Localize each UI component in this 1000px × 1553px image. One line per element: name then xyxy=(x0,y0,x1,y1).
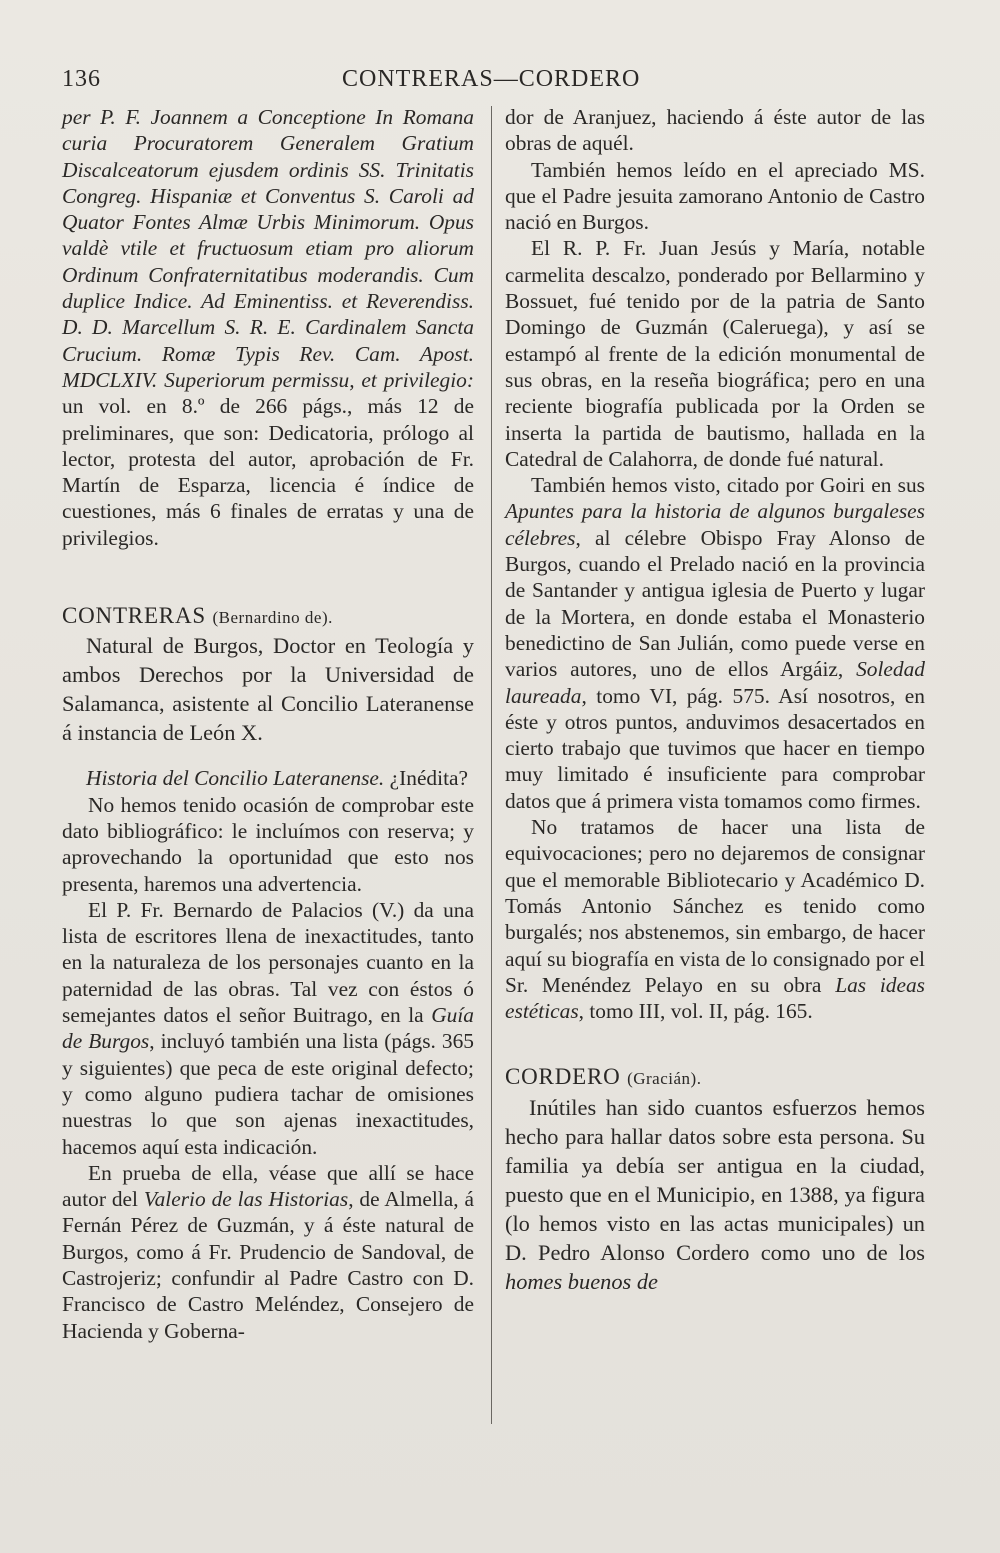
paragraph-text: , incluyó también una lista (págs. 365 y siguientes) que peca de este original defecto; y como alguno pudiera tachar de omisiones nuestras lo que son ajenas inexactitudes, hacemos aquí esta indicación. xyxy=(62,1029,475,1159)
citation-details-text: un vol. en 8.º de 266 págs., más 12 de preliminares, que son: Dedicatoria, prólogo al lector, protesta del autor, aprobación de Fr. Martín de Esparza, licencia é índice de cuestiones, más 6 finales de erratas y una de privilegios. xyxy=(62,394,474,550)
left-column xyxy=(62,104,474,1344)
entry-heading-contreras xyxy=(62,603,474,631)
entry-intro-contreras: Natural de Burgos, Doctor en Teología y ambos Derechos por la Universidad de Salamanca, asistente al Concilio Lateranense á instancia de León X. xyxy=(62,633,474,746)
italic-title: Soledad laureada xyxy=(505,657,925,708)
body-paragraph: El R. P. Fr. Juan Jesús y María, notable carmelita descalzo, ponderado por Bellarmino y Bossuet, fué tenido por de la patria de Santo Domingo de Guzmán (Caleruega), y así se estampó al frente de la edición monumental de sus obras, en la reseña biográfica; pero en una reciente biografía publicada por la Orden se inserta la partida de bautismo, hallada en la Catedral de Calahorra, de donde fué natural. xyxy=(505,236,925,471)
work-title-line xyxy=(62,765,474,791)
page-header xyxy=(62,66,940,98)
running-title: CONTRERAS—CORDERO xyxy=(342,66,641,92)
heading-surname: CORDERO xyxy=(505,1064,621,1090)
heading-given-name: (Bernardino de). xyxy=(212,608,333,628)
body-paragraph xyxy=(62,897,474,1160)
paragraph-text: Inútiles han sido cuantos esfuerzos hemos hecho para hallar datos sobre esta persona. Su familia ya debía ser antigua en la ciudad, puesto que en el Municipio, en 1388, ya figura (lo hemos visto en las actas municipales) un D. Pedro Alonso Cordero como uno de los xyxy=(505,1094,925,1265)
entry-intro-cordero xyxy=(505,1093,925,1296)
body-paragraph xyxy=(505,472,925,814)
paragraph-text: No tratamos de hacer una lista de equivocaciones; pero no dejaremos de consignar que el memorable Bibliotecario y Académico D. Tomás Antonio Sánchez es tenido como burgalés; nos abstenemos, sin embargo, de hacer aquí su biografía en vista de lo consignado por el Sr. Menéndez Pelayo en su obra xyxy=(505,815,925,997)
paragraph-text: El P. Fr. Bernardo de Palacios (V.) da una lista de escritores llena de inexactitudes, tanto en la naturaleza de los personajes cuanto en la paternidad de las obras. Tal vez con éstos ó semejantes datos el señor Buitrago, en la xyxy=(62,897,474,1028)
paragraph-text: En prueba de ella, véase que allí se hace autor del xyxy=(62,1160,474,1212)
heading-surname: CONTRERAS xyxy=(62,603,206,629)
paragraph-text: , de Almella, á Fernán Pérez de Guzmán, y á éste natural de Burgos, como á Fr. Prudencio de Sandoval, de Castrojeriz; confundir al Padre Castro con D. Francisco de Castro Meléndez, Consejero de Hacienda y Goberna- xyxy=(62,1187,474,1343)
body-paragraph: No hemos tenido ocasión de comprobar este dato bibliográfico: le incluímos con reserva; y aprovechando la oportunidad que esto nos presenta, haremos una advertencia. xyxy=(62,792,474,896)
italic-title: Las ideas estéticas xyxy=(505,972,926,1024)
italic-phrase: homes buenos de xyxy=(505,1268,658,1294)
body-paragraph: dor de Aranjuez, haciendo á éste autor de las obras de aquél. xyxy=(505,105,925,156)
italic-title: Valerio de las Historias xyxy=(143,1187,349,1212)
italic-title: Guía de Burgos xyxy=(62,1003,474,1054)
page-number: 136 xyxy=(62,66,101,92)
right-column xyxy=(505,104,925,1296)
work-title: Historia del Concilio Lateranense. xyxy=(86,766,385,791)
paragraph-text: , al célebre Obispo Fray Alonso de Burgos, cuando el Prelado nació en la provincia de Santander y antigua iglesia de Puerto y lugar de la Mortera, en donde estaba el Monasterio benedictino de San Julián, como puede verse en varios autores, uno de ellos Argáiz, xyxy=(505,525,925,682)
body-paragraph xyxy=(62,1160,474,1344)
body-paragraph xyxy=(505,814,925,1024)
paragraph-text: , tomo III, vol. II, pág. 165. xyxy=(578,999,813,1024)
italic-title: Apuntes para la historia de algunos burgaleses célebres xyxy=(505,499,925,550)
body-paragraph: También hemos leído en el apreciado MS. que el Padre jesuita zamorano Antonio de Castro nació en Burgos. xyxy=(505,157,925,235)
paragraph-text: , tomo VI, pág. 575. Así nosotros, en éste y otros puntos, anduvimos desacertados en cierto trabajo que tuvimos que hacer en tiempo muy limitado é insuficiente para comprobar datos que á primera vista tomamos como firmes. xyxy=(505,683,925,813)
book-citation-paragraph xyxy=(62,104,474,551)
heading-given-name: (Gracián). xyxy=(627,1069,702,1089)
entry-heading-cordero xyxy=(505,1064,925,1092)
work-status-note: ¿Inédita? xyxy=(384,766,469,791)
column-divider xyxy=(491,106,492,1424)
paragraph-text: También hemos visto, citado por Goiri en sus xyxy=(531,473,925,498)
citation-italic-text: per P. F. Joannem a Conceptione In Romana curia Procuratorem Generalem Gratium Discalceatorum ejusdem ordinis SS. Trinitatis Congreg. Hispaniæ et Conventus S. Caroli ad Quator Fontes Almæ Urbis Minimorum. Opus valdè vtile et fructuosum etiam pro aliorum Ordinum Confraternitatibus moderandis. Cum duplice Indice. Ad Eminentiss. et Reverendiss. D. D. Marcellum S. R. E. Cardinalem Sancta Crucium. Romæ Typis Rev. Cam. Apost. MDCLXIV. Superiorum permissu, et privilegio: xyxy=(62,105,474,392)
